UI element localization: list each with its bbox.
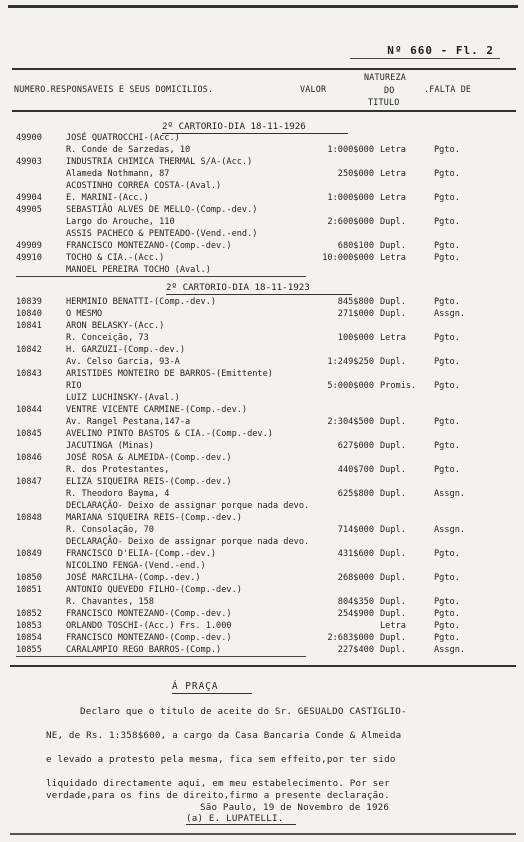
- row-falta: Pgto.: [434, 609, 460, 619]
- row-responsavel: FRANCISCO MONTEZANO-(Comp.-dev.): [66, 241, 232, 251]
- table-row: [0, 333, 524, 345]
- row-falta: Pgto.: [434, 169, 460, 179]
- section-divider: [10, 665, 516, 667]
- table-row: [0, 609, 524, 621]
- row-number: 10852: [16, 609, 42, 619]
- table-row: [0, 309, 524, 321]
- row-falta: Pgto.: [434, 465, 460, 475]
- row-responsavel: R. Conde de Sarzedas, 10: [66, 145, 191, 155]
- table-row: [0, 489, 524, 501]
- row-valor: 1:000$000: [327, 193, 374, 203]
- row-responsavel: ACOSTINHO CORREA COSTA-(Aval.): [66, 181, 222, 191]
- table-row: [0, 585, 524, 597]
- cartorio-underline-2: [166, 294, 352, 295]
- declaration-line-4: liquidado directamente aqui, em meu estabelecimento. Por ser: [46, 778, 390, 789]
- table-row: [0, 549, 524, 561]
- row-falta: Pgto.: [434, 217, 460, 227]
- table-row: [0, 417, 524, 429]
- row-number: 49909: [16, 241, 42, 251]
- row-falta: Assgn.: [434, 309, 466, 319]
- table-row: [0, 405, 524, 417]
- row-valor: 1:000$000: [327, 145, 374, 155]
- row-responsavel: Largo do Arouche, 110: [66, 217, 175, 227]
- row-number: 10843: [16, 369, 42, 379]
- row-falta: Pgto.: [434, 549, 460, 559]
- table-row: [0, 181, 524, 193]
- row-falta: Pgto.: [434, 241, 460, 251]
- row-responsavel: DECLARAÇÃO- Deixo de assignar porque nada devo.: [66, 501, 310, 511]
- row-responsavel: MANOEL PEREIRA TOCHO (Aval.): [66, 265, 211, 275]
- row-responsavel: JOSÉ ROSA & ALMEIDA-(Comp.-dev.): [66, 453, 232, 463]
- row-responsavel: ARON BELASKY-(Acc.): [66, 321, 165, 331]
- row-natureza: Promis.: [380, 381, 417, 391]
- row-falta: Assgn.: [434, 645, 466, 655]
- row-valor: 714$000: [337, 525, 374, 535]
- table-row: [0, 621, 524, 633]
- row-falta: Pgto.: [434, 633, 460, 643]
- row-responsavel: DECLARAÇÃO- Deixo de assignar porque nada devo.: [66, 537, 310, 547]
- row-responsavel: H. GARZUZI-(Comp.-dev.): [66, 345, 185, 355]
- row-number: 49910: [16, 253, 42, 263]
- row-natureza: Letra: [380, 621, 406, 631]
- row-number: 10850: [16, 573, 42, 583]
- table-row: [0, 441, 524, 453]
- row-valor: 625$800: [337, 489, 374, 499]
- table-row: [0, 169, 524, 181]
- row-falta: Pgto.: [434, 621, 460, 631]
- row-valor: 2:600$000: [327, 217, 374, 227]
- row-falta: Assgn.: [434, 525, 466, 535]
- header-natureza: NATUREZA: [364, 72, 406, 82]
- row-responsavel: ARISTIDES MONTEIRO DE BARROS-(Emittente): [66, 369, 273, 379]
- row-number: 49900: [16, 133, 42, 143]
- row-falta: Pgto.: [434, 357, 460, 367]
- praca-underline: [172, 693, 252, 694]
- table-row: [0, 633, 524, 645]
- table-row: [0, 465, 524, 477]
- row-valor: 271$000: [337, 309, 374, 319]
- header-titulo: TITULO: [368, 97, 400, 107]
- row-natureza: Dupl.: [380, 241, 406, 251]
- row-natureza: Letra: [380, 333, 406, 343]
- row-number: 10839: [16, 297, 42, 307]
- header-rule-bottom: [12, 110, 516, 112]
- table-row: [0, 429, 524, 441]
- declaration-line-3: e levado a protesto pela mesma, fica sem effeito,por ter sido: [46, 754, 396, 765]
- row-valor: 1:249$250: [327, 357, 374, 367]
- row-responsavel: R. Consolação, 70: [66, 525, 154, 535]
- row-valor: 431$600: [337, 549, 374, 559]
- row-responsavel: RIO: [66, 381, 82, 391]
- row-natureza: Dupl.: [380, 309, 406, 319]
- place-date: São Paulo, 19 de Novembro de 1926: [200, 802, 390, 813]
- row-number: 10844: [16, 405, 42, 415]
- table-row: [0, 453, 524, 465]
- row-valor: 250$000: [337, 169, 374, 179]
- row-valor: 680$100: [337, 241, 374, 251]
- row-responsavel: SEBASTIÃO ALVES DE MELLO-(Comp.-dev.): [66, 205, 258, 215]
- praca-heading: Á PRAÇA: [172, 681, 219, 692]
- row-number: 10848: [16, 513, 42, 523]
- row-falta: Assgn.: [434, 489, 466, 499]
- table-row: [0, 133, 524, 145]
- row-responsavel: JOSÉ QUATROCCHI-(Acc.): [66, 133, 180, 143]
- row-number: 10854: [16, 633, 42, 643]
- row-falta: Pgto.: [434, 253, 460, 263]
- row-valor: 845$800: [337, 297, 374, 307]
- row-responsavel: ELIZA SIQUEIRA REIS-(Comp.-dev.): [66, 477, 232, 487]
- signature: (a) E. LUPATELLI.: [186, 813, 284, 824]
- table-row: [0, 145, 524, 157]
- row-natureza: Dupl.: [380, 573, 406, 583]
- row-responsavel: E. MARINI-(Acc.): [66, 193, 149, 203]
- row-number: 10847: [16, 477, 42, 487]
- table-row: [0, 369, 524, 381]
- row-falta: Pgto.: [434, 441, 460, 451]
- table-row: [0, 217, 524, 229]
- row-number: 10841: [16, 321, 42, 331]
- row-natureza: Dupl.: [380, 549, 406, 559]
- header-rule-top: [12, 68, 516, 70]
- row-falta: Pgto.: [434, 145, 460, 155]
- row-responsavel: R. Theodoro Bayma, 4: [66, 489, 170, 499]
- row-natureza: Letra: [380, 169, 406, 179]
- row-falta: Pgto.: [434, 297, 460, 307]
- row-responsavel: LUIZ LUCHINSKY-(Aval.): [66, 393, 180, 403]
- row-falta: Pgto.: [434, 193, 460, 203]
- row-natureza: Letra: [380, 253, 406, 263]
- row-number: 10849: [16, 549, 42, 559]
- row-responsavel: FRANCISCO D'ELIA-(Comp.-dev.): [66, 549, 217, 559]
- table-row: [0, 393, 524, 405]
- row-responsavel: ANTONIO QUEVEDO FILHO-(Comp.-dev.): [66, 585, 242, 595]
- table-row: [0, 193, 524, 205]
- row-responsavel: R. Chavantes, 158: [66, 597, 154, 607]
- table-row: [0, 477, 524, 489]
- row-responsavel: R. dos Protestantes,: [66, 465, 170, 475]
- declaration-line-5: verdade,para os fins de direito,firmo a presente declaração.: [46, 790, 390, 801]
- table-row: [0, 381, 524, 393]
- row-natureza: Dupl.: [380, 465, 406, 475]
- row-natureza: Dupl.: [380, 633, 406, 643]
- table-row: [0, 253, 524, 265]
- row-responsavel: CARALAMPIO REGO BARROS-(Comp.): [66, 645, 222, 655]
- row-responsavel: JACUTINGA (Minas): [66, 441, 154, 451]
- row-valor: 100$000: [337, 333, 374, 343]
- table-row: [0, 297, 524, 309]
- table-row: [0, 357, 524, 369]
- row-responsavel: NICOLINO FENGA-(Vend.-end.): [66, 561, 206, 571]
- row-natureza: Dupl.: [380, 417, 406, 427]
- row-natureza: Dupl.: [380, 357, 406, 367]
- table-row: [0, 241, 524, 253]
- row-responsavel: Av. Celso Garcia, 93-A: [66, 357, 180, 367]
- row-responsavel: MARIANA SIQUEIRA REIS-(Comp.-dev.): [66, 513, 242, 523]
- row-number: 10842: [16, 345, 42, 355]
- top-border: [8, 5, 518, 8]
- table-row: [0, 321, 524, 333]
- row-natureza: Dupl.: [380, 441, 406, 451]
- row-falta: Pgto.: [434, 417, 460, 427]
- row-number: 10853: [16, 621, 42, 631]
- row-responsavel: O MESMO: [66, 309, 103, 319]
- table-row: [0, 573, 524, 585]
- row-valor: 440$700: [337, 465, 374, 475]
- row-falta: Pgto.: [434, 573, 460, 583]
- row-responsavel: ASSIS PACHECO & PENTEADO-(Vend.-end.): [66, 229, 258, 239]
- row-valor: 254$900: [337, 609, 374, 619]
- table-row: [0, 513, 524, 525]
- row-number: 49903: [16, 157, 42, 167]
- row-number: 10851: [16, 585, 42, 595]
- row-valor: 627$000: [337, 441, 374, 451]
- header-falta-de: .FALTA DE: [424, 84, 472, 94]
- table-row: [0, 501, 524, 513]
- signature-underline: [186, 824, 296, 825]
- cartorio-heading-1: 2º CARTORIO-DIA 18-11-1926: [162, 121, 306, 132]
- row-number: 10840: [16, 309, 42, 319]
- table-row: [0, 561, 524, 573]
- row-natureza: Dupl.: [380, 597, 406, 607]
- row-responsavel: Av. Rangel Pestana,147-a: [66, 417, 191, 427]
- row-number: 49905: [16, 205, 42, 215]
- row-natureza: Letra: [380, 145, 406, 155]
- row-natureza: Dupl.: [380, 645, 406, 655]
- row-responsavel: VENTRE VICENTE CARMINE-(Comp.-dev.): [66, 405, 248, 415]
- row-responsavel: HERMINIO BENATTI-(Comp.-dev.): [66, 297, 217, 307]
- row-falta: Pgto.: [434, 381, 460, 391]
- page-number-underline: [350, 58, 500, 59]
- row-responsavel: FRANCISCO MONTEZANO-(Comp.-dev.): [66, 609, 232, 619]
- row-responsavel: R. Conceição, 73: [66, 333, 149, 343]
- header-do: DO: [384, 85, 395, 95]
- row-valor: 227$400: [337, 645, 374, 655]
- header-valor: VALOR: [300, 84, 327, 94]
- row-number: 10846: [16, 453, 42, 463]
- row-falta: Pgto.: [434, 597, 460, 607]
- row-responsavel: JOSÉ MARCILHA-(Comp.-dev.): [66, 573, 201, 583]
- row-number: 10845: [16, 429, 42, 439]
- row-natureza: Dupl.: [380, 217, 406, 227]
- row-responsavel: INDUSTRIA CHIMICA THERMAL S/A-(Acc.): [66, 157, 253, 167]
- row-responsavel: FRANCISCO MONTEZANO-(Comp.-dev.): [66, 633, 232, 643]
- row-responsavel: ORLANDO TOSCHI-(Acc.) Frs. 1.000: [66, 621, 232, 631]
- row-natureza: Letra: [380, 193, 406, 203]
- row-natureza: Dupl.: [380, 297, 406, 307]
- row-falta: Pgto.: [434, 333, 460, 343]
- row-natureza: Dupl.: [380, 609, 406, 619]
- table-row: [0, 157, 524, 169]
- row-responsavel: Alameda Nothmann, 87: [66, 169, 170, 179]
- row-valor: 10:000$000: [322, 253, 374, 263]
- bottom-border: [10, 833, 516, 835]
- declaration-line-1: Declaro que o titulo de aceite do Sr. GESUALDO CASTIGLIO-: [80, 706, 407, 717]
- table-row: [0, 345, 524, 357]
- row-number: 49904: [16, 193, 42, 203]
- cartorio-heading-2: 2º CARTORIO-DIA 18-11-1923: [166, 282, 310, 293]
- row-valor: 2:304$500: [327, 417, 374, 427]
- declaration-line-2: NE, de Rs. 1:358$600, a cargo da Casa Bancaria Conde & Almeida: [46, 730, 402, 741]
- row-valor: 804$350: [337, 597, 374, 607]
- table-row: [0, 229, 524, 241]
- row-valor: 2:683$000: [327, 633, 374, 643]
- row-responsavel: TOCHO & CIA.-(Acc.): [66, 253, 165, 263]
- table-row: [0, 205, 524, 217]
- row-group-underline: [16, 276, 306, 277]
- row-responsavel: AVELINO PINTO BASTOS & CIA.-(Comp.-dev.): [66, 429, 273, 439]
- row-valor: 268$000: [337, 573, 374, 583]
- row-valor: 5:000$000: [327, 381, 374, 391]
- table-row: [0, 525, 524, 537]
- table-row: [0, 597, 524, 609]
- header-numero-responsaveis: NUMERO.RESPONSAVEIS E SEUS DOMICILIOS.: [14, 84, 214, 94]
- row-natureza: Dupl.: [380, 489, 406, 499]
- table-row: [0, 537, 524, 549]
- page-number: Nº 660 - Fl. 2: [387, 44, 494, 57]
- row-number: 10855: [16, 645, 42, 655]
- row-group-underline: [16, 656, 306, 657]
- row-natureza: Dupl.: [380, 525, 406, 535]
